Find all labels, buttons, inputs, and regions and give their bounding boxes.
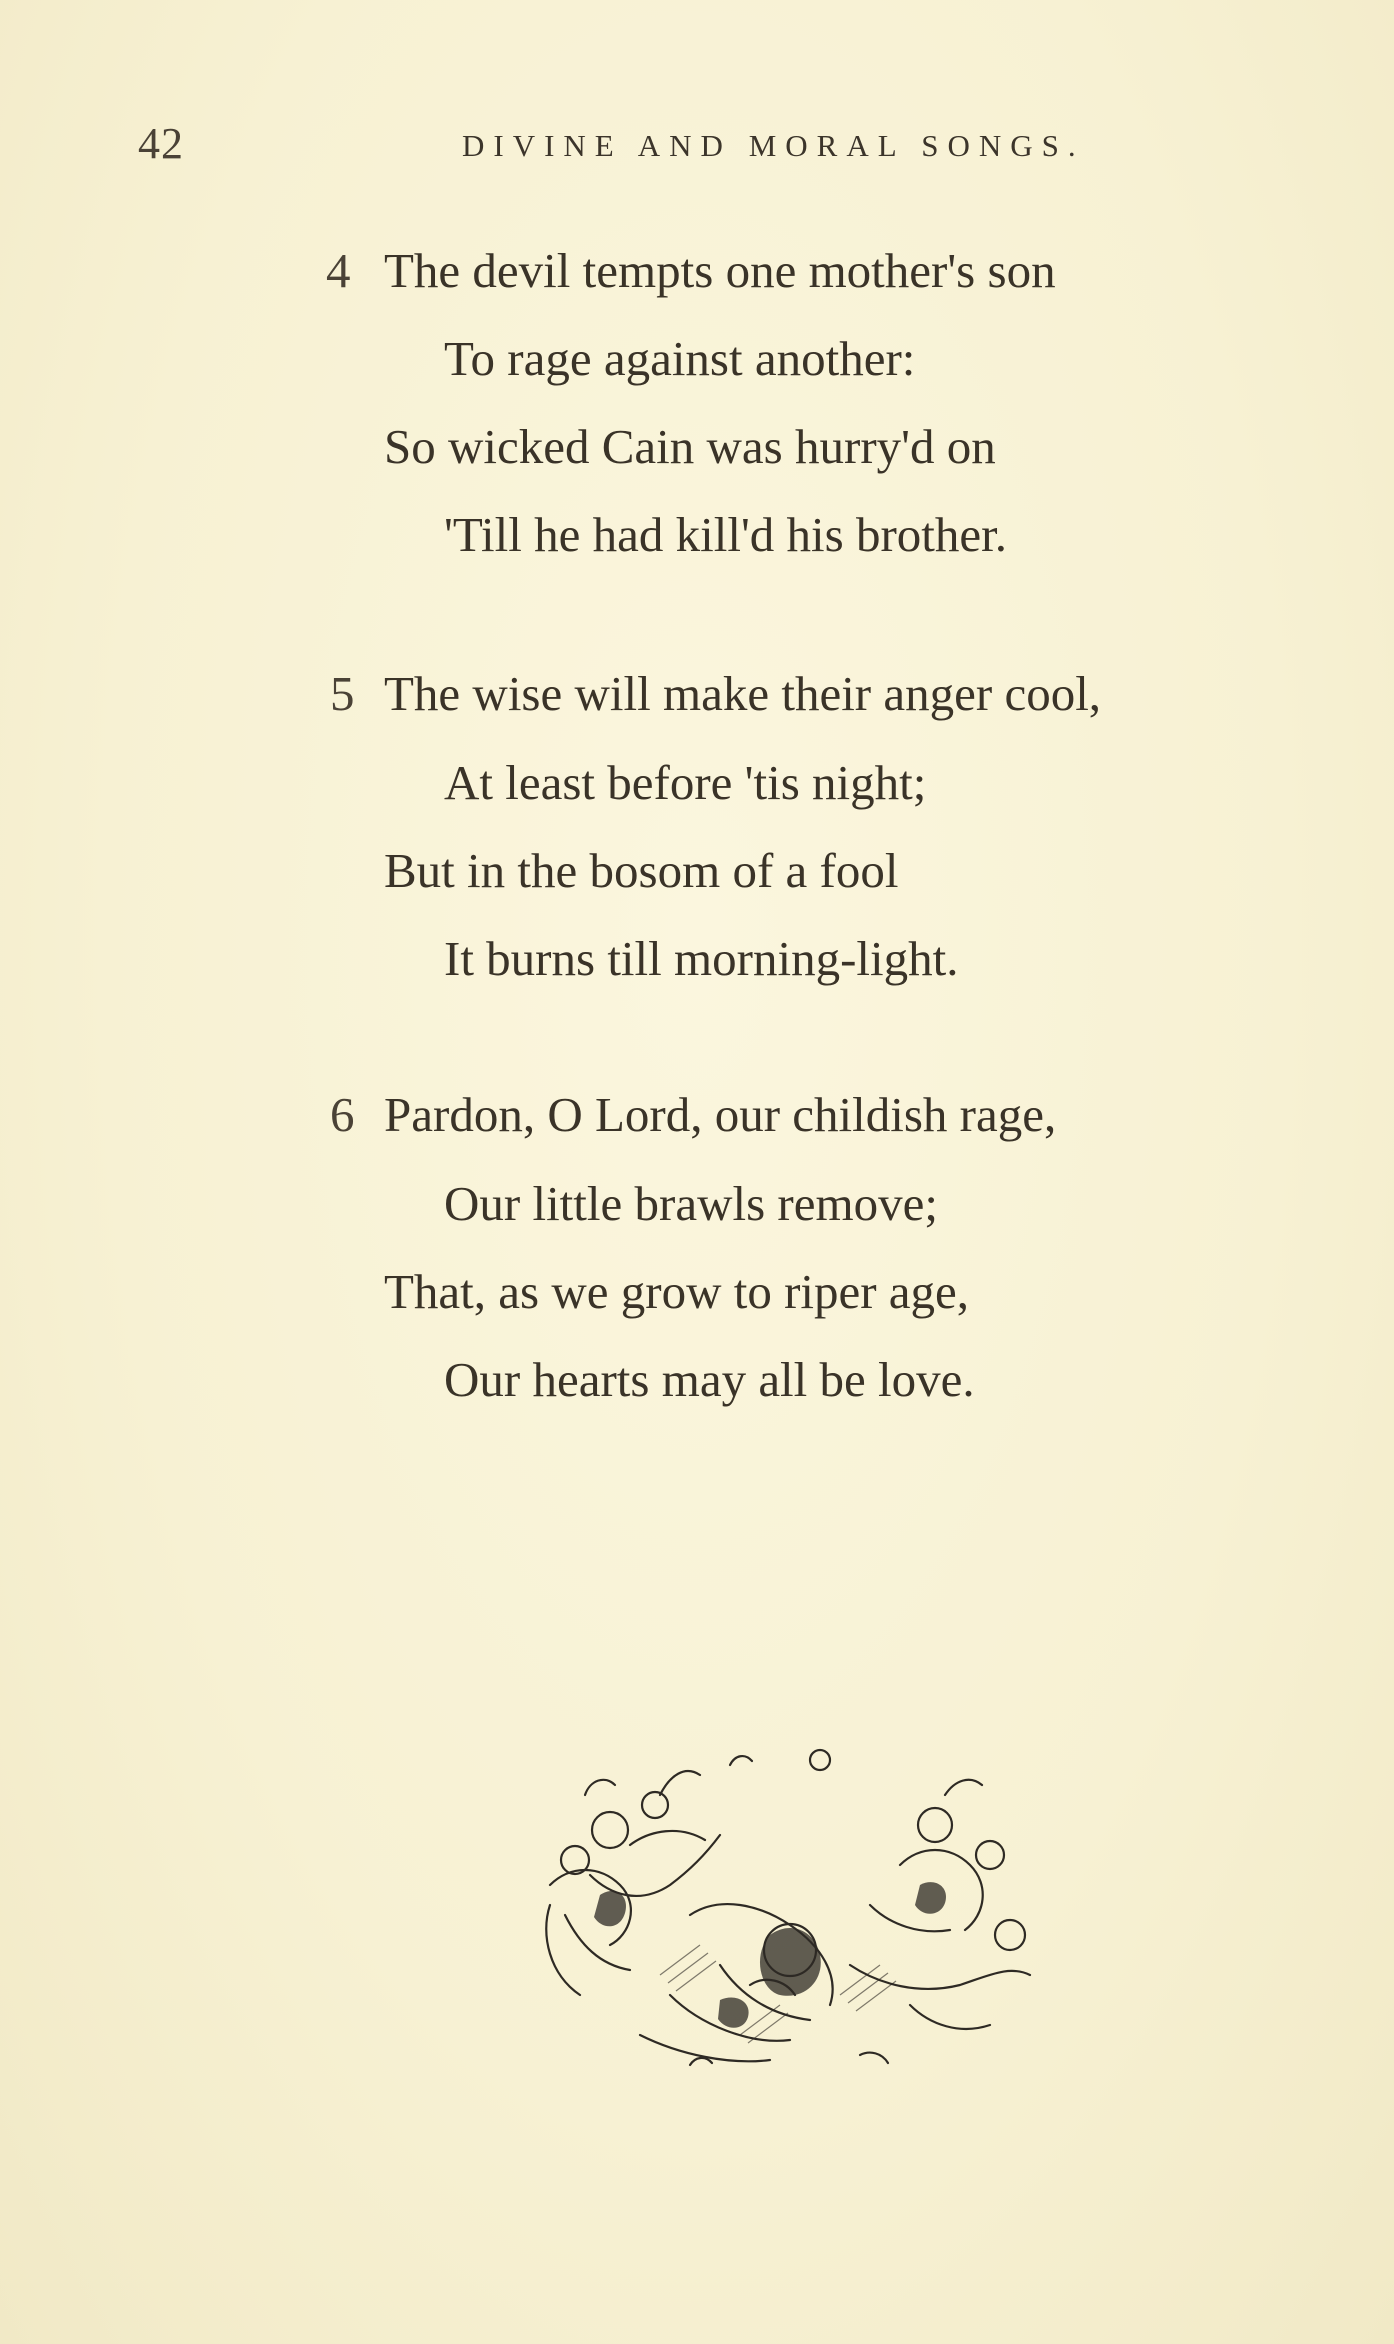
- verse-line: Our little brawls remove;: [444, 1176, 938, 1231]
- stanza-number: 6: [330, 1087, 355, 1142]
- verse-line: So wicked Cain was hurry'd on: [384, 419, 996, 474]
- verse-line: Pardon, O Lord, our childish rage,: [384, 1087, 1057, 1142]
- verse-line: 'Till he had kill'd his brother.: [444, 507, 1008, 562]
- verse-line: To rage against another:: [444, 331, 916, 386]
- cherubs-engraving-icon: [490, 1735, 1090, 2095]
- stanza-number: 5: [330, 666, 355, 721]
- running-head: DIVINE AND MORAL SONGS.: [462, 128, 1085, 163]
- verse-line: That, as we grow to riper age,: [384, 1264, 970, 1319]
- verse-line: At least before 'tis night;: [444, 755, 927, 810]
- stanza-number: 4: [326, 243, 351, 298]
- verse-line: Our hearts may all be love.: [444, 1352, 975, 1407]
- verse-line: The wise will make their anger cool,: [384, 666, 1102, 721]
- page-number: 42: [138, 119, 184, 168]
- verse-line: The devil tempts one mother's son: [384, 243, 1056, 298]
- verse-line: It burns till morning-light.: [444, 931, 959, 986]
- verse-line: But in the bosom of a fool: [384, 843, 899, 898]
